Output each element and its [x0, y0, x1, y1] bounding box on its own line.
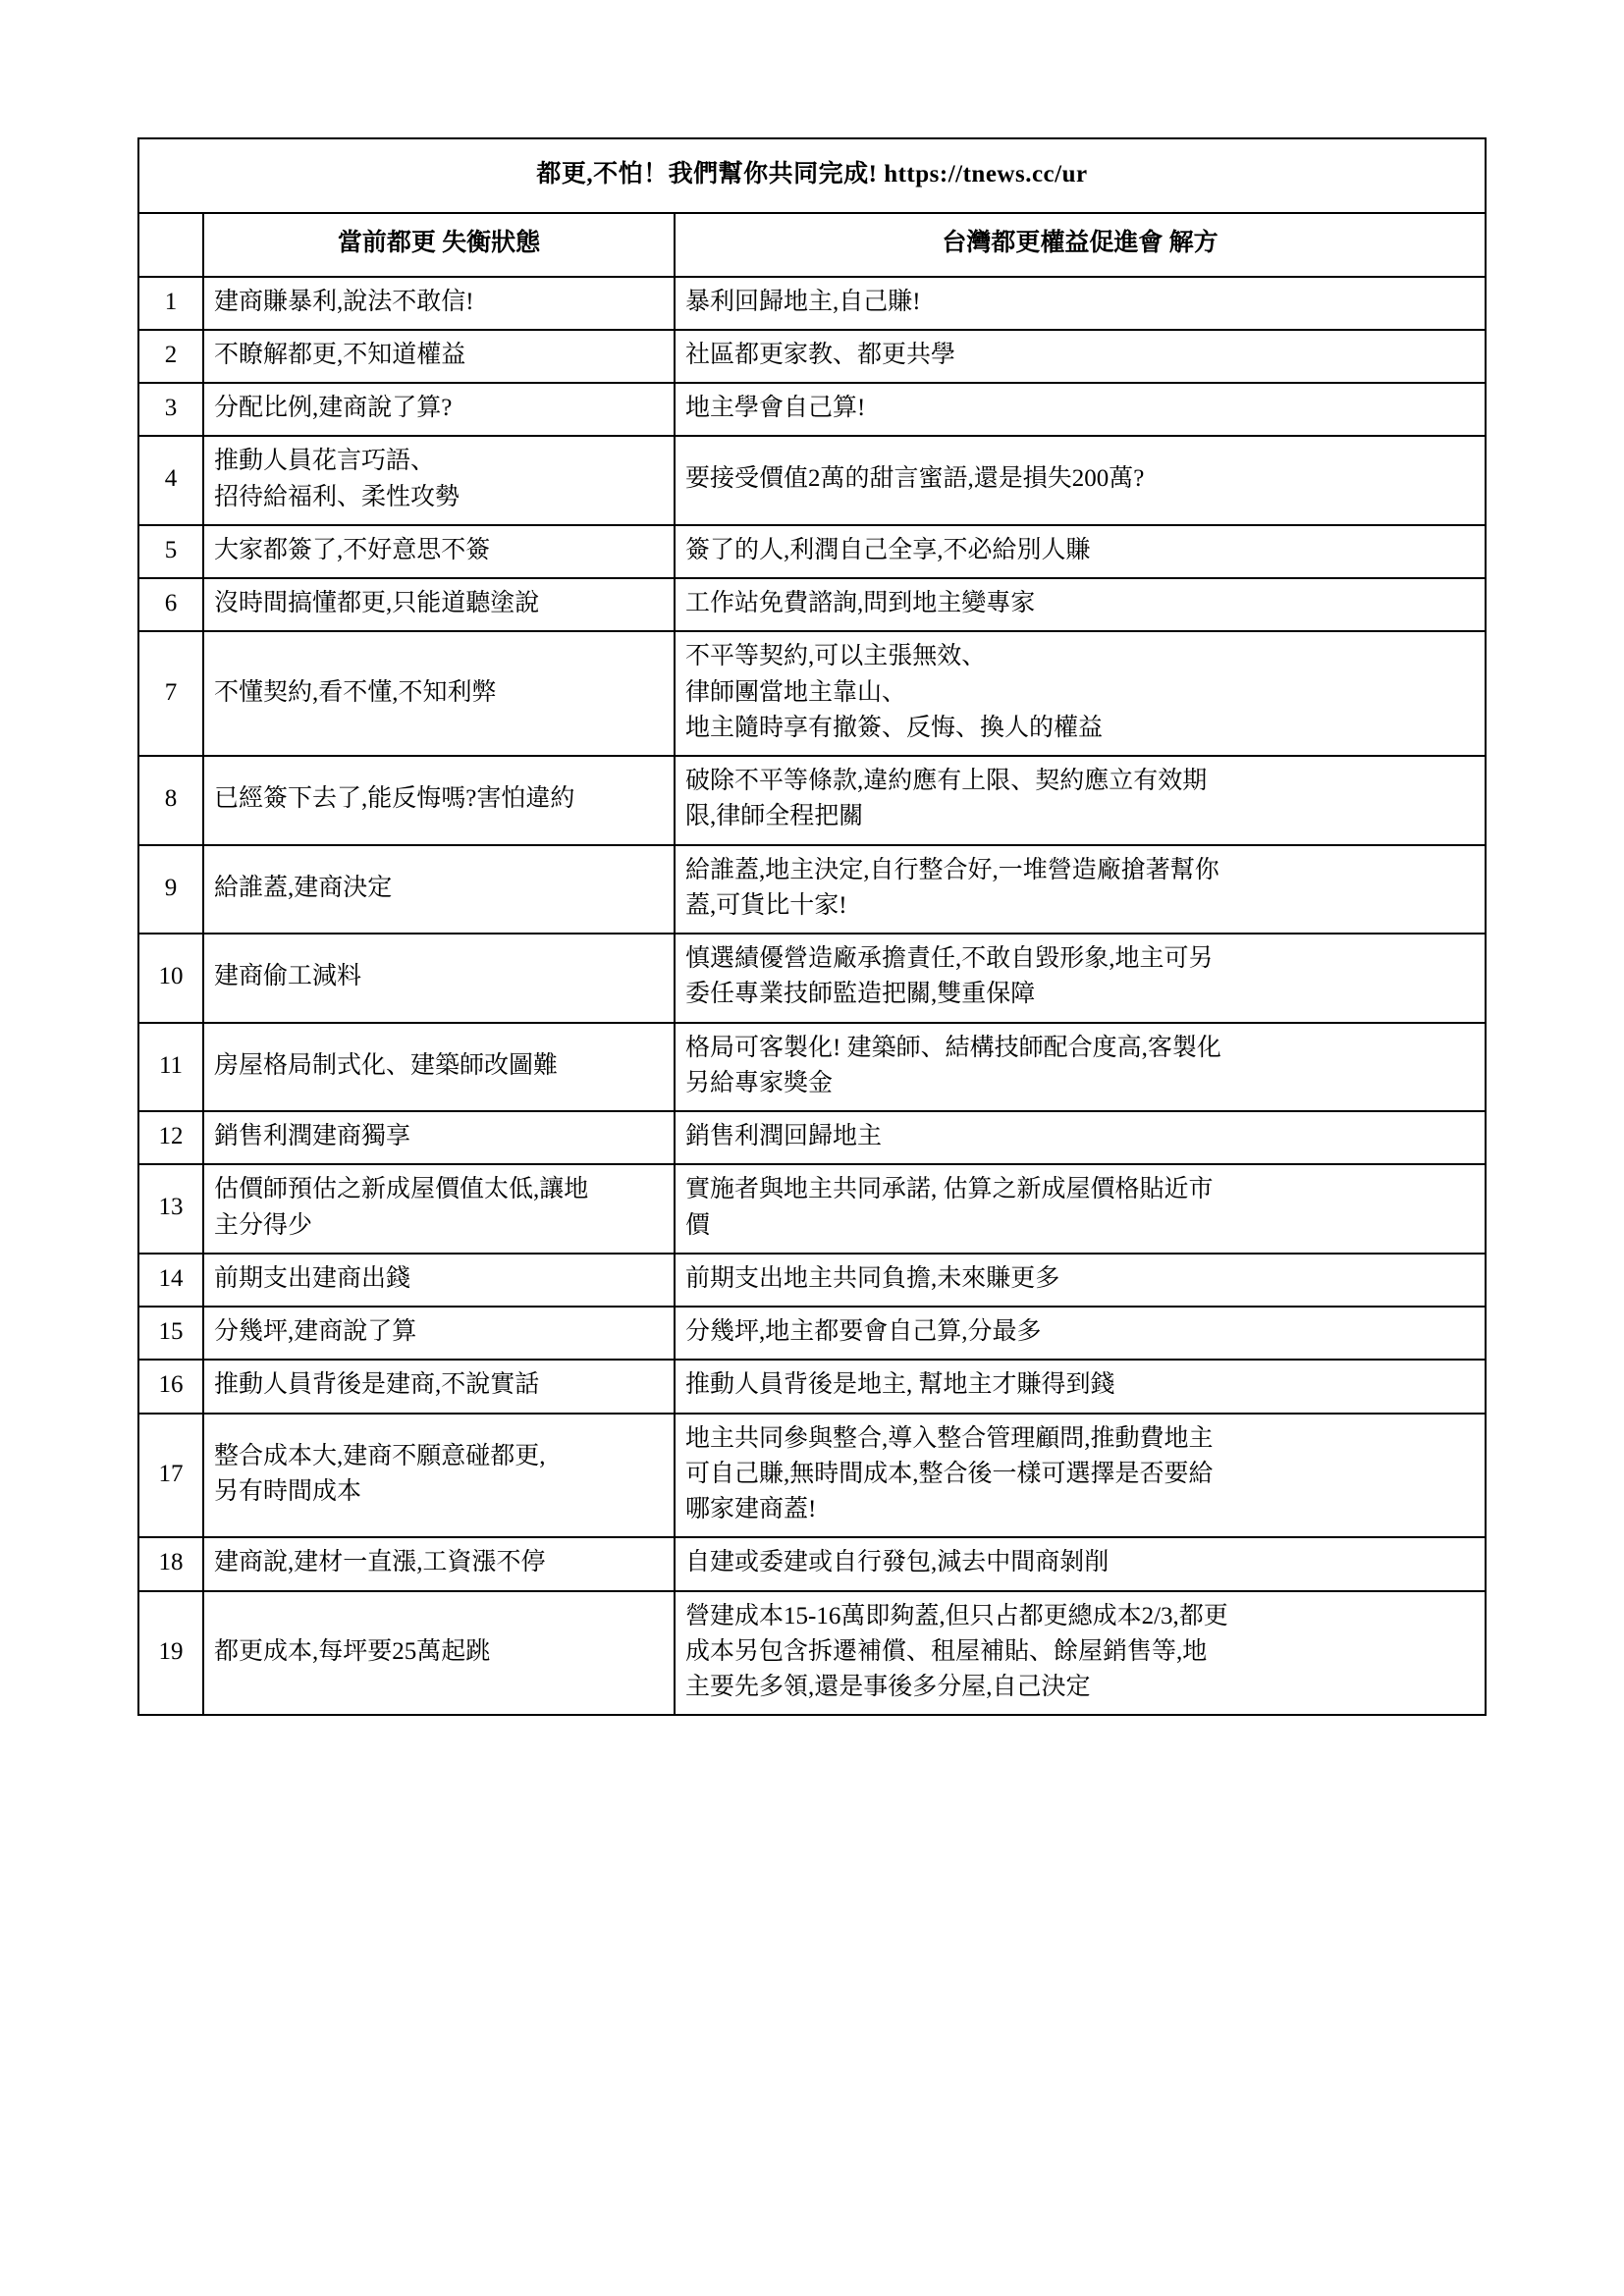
row-number: 12: [138, 1111, 203, 1164]
table-row: [138, 631, 1486, 756]
row-number: 17: [138, 1414, 203, 1538]
row-solution: 格局可客製化! 建築師、結構技師配合度高,客製化 另給專家獎金: [675, 1023, 1486, 1112]
row-problem: 估價師預估之新成屋價值太低,讓地 主分得少: [203, 1164, 675, 1254]
row-solution: 社區都更家教、都更共學: [675, 330, 1486, 383]
row-number: 15: [138, 1307, 203, 1360]
document-title: 都更,不怕！我們幫你共同完成! https://tnews.cc/ur: [138, 138, 1486, 213]
row-solution: 地主學會自己算!: [675, 383, 1486, 436]
row-solution: 工作站免費諮詢,問到地主變專家: [675, 578, 1486, 631]
row-problem: 大家都簽了,不好意思不簽: [203, 525, 675, 578]
table-row: [138, 525, 1486, 578]
row-problem: 銷售利潤建商獨享: [203, 1111, 675, 1164]
row-solution: 要接受價值2萬的甜言蜜語,還是損失200萬?: [675, 436, 1486, 525]
row-solution: 慎選績優營造廠承擔責任,不敢自毀形象,地主可另 委任專業技師監造把關,雙重保障: [675, 934, 1486, 1023]
row-number: 13: [138, 1164, 203, 1254]
row-number: 14: [138, 1254, 203, 1307]
row-number: 1: [138, 277, 203, 330]
column-header-solution: 台灣都更權益促進會 解方: [675, 213, 1486, 276]
row-problem: 建商賺暴利,說法不敢信!: [203, 277, 675, 330]
table-row: [138, 1360, 1486, 1413]
table-row: [138, 578, 1486, 631]
row-number: 4: [138, 436, 203, 525]
table-row: [138, 845, 1486, 934]
row-problem: 沒時間搞懂都更,只能道聽塗說: [203, 578, 675, 631]
row-solution: 實施者與地主共同承諾, 估算之新成屋價格貼近市 價: [675, 1164, 1486, 1254]
table-row: [138, 934, 1486, 1023]
table-row: [138, 1164, 1486, 1254]
row-problem: 建商說,建材一直漲,工資漲不停: [203, 1537, 675, 1590]
table-row: [138, 1414, 1486, 1538]
table-row: [138, 330, 1486, 383]
table-row: [138, 756, 1486, 845]
row-number: 19: [138, 1591, 203, 1716]
row-problem: 給誰蓋,建商決定: [203, 845, 675, 934]
row-solution: 銷售利潤回歸地主: [675, 1111, 1486, 1164]
table-title-row: [138, 138, 1486, 213]
row-solution: 自建或委建或自行發包,減去中間商剝削: [675, 1537, 1486, 1590]
row-solution: 前期支出地主共同負擔,未來賺更多: [675, 1254, 1486, 1307]
row-solution: 不平等契約,可以主張無效、 律師團當地主靠山、 地主隨時享有撤簽、反悔、換人的權益: [675, 631, 1486, 756]
row-solution: 破除不平等條款,違約應有上限、契約應立有效期 限,律師全程把關: [675, 756, 1486, 845]
table-row: [138, 1307, 1486, 1360]
table-row: [138, 1537, 1486, 1590]
row-number: 11: [138, 1023, 203, 1112]
row-number: 16: [138, 1360, 203, 1413]
row-problem: 建商偷工減料: [203, 934, 675, 1023]
row-problem: 分配比例,建商說了算?: [203, 383, 675, 436]
table-row: [138, 1111, 1486, 1164]
table-row: [138, 1591, 1486, 1716]
row-problem: 不懂契約,看不懂,不知利弊: [203, 631, 675, 756]
row-number: 7: [138, 631, 203, 756]
table-row: [138, 1023, 1486, 1112]
row-solution: 給誰蓋,地主決定,自行整合好,一堆營造廠搶著幫你 蓋,可貨比十家!: [675, 845, 1486, 934]
row-problem: 推動人員花言巧語、 招待給福利、柔性攻勢: [203, 436, 675, 525]
row-problem: 房屋格局制式化、建築師改圖難: [203, 1023, 675, 1112]
table-body: [138, 138, 1486, 1715]
row-number: 18: [138, 1537, 203, 1590]
column-header-number: [138, 213, 203, 276]
row-solution: 推動人員背後是地主, 幫地主才賺得到錢: [675, 1360, 1486, 1413]
row-solution: 暴利回歸地主,自己賺!: [675, 277, 1486, 330]
row-number: 8: [138, 756, 203, 845]
row-number: 5: [138, 525, 203, 578]
row-problem: 前期支出建商出錢: [203, 1254, 675, 1307]
table-row: [138, 277, 1486, 330]
row-number: 2: [138, 330, 203, 383]
row-solution: 地主共同參與整合,導入整合管理顧問,推動費地主 可自己賺,無時間成本,整合後一樣可選擇是否要給 哪家建商蓋!: [675, 1414, 1486, 1538]
row-solution: 營建成本15-16萬即夠蓋,但只占都更總成本2/3,都更 成本另包含拆遷補償、租屋補貼、餘屋銷售等,地 主要先多領,還是事後多分屋,自己決定: [675, 1591, 1486, 1716]
row-number: 10: [138, 934, 203, 1023]
table-row: [138, 383, 1486, 436]
row-problem: 都更成本,每坪要25萬起跳: [203, 1591, 675, 1716]
row-problem: 推動人員背後是建商,不說實話: [203, 1360, 675, 1413]
table-row: [138, 1254, 1486, 1307]
urban-renewal-comparison-table: [137, 137, 1487, 1716]
row-solution: 簽了的人,利潤自己全享,不必給別人賺: [675, 525, 1486, 578]
row-problem: 整合成本大,建商不願意碰都更, 另有時間成本: [203, 1414, 675, 1538]
row-problem: 不瞭解都更,不知道權益: [203, 330, 675, 383]
row-solution: 分幾坪,地主都要會自己算,分最多: [675, 1307, 1486, 1360]
row-problem: 已經簽下去了,能反悔嗎?害怕違約: [203, 756, 675, 845]
row-problem: 分幾坪,建商說了算: [203, 1307, 675, 1360]
table-header-row: [138, 213, 1486, 276]
column-header-problem: 當前都更 失衡狀態: [203, 213, 675, 276]
row-number: 9: [138, 845, 203, 934]
row-number: 6: [138, 578, 203, 631]
row-number: 3: [138, 383, 203, 436]
table-row: [138, 436, 1486, 525]
